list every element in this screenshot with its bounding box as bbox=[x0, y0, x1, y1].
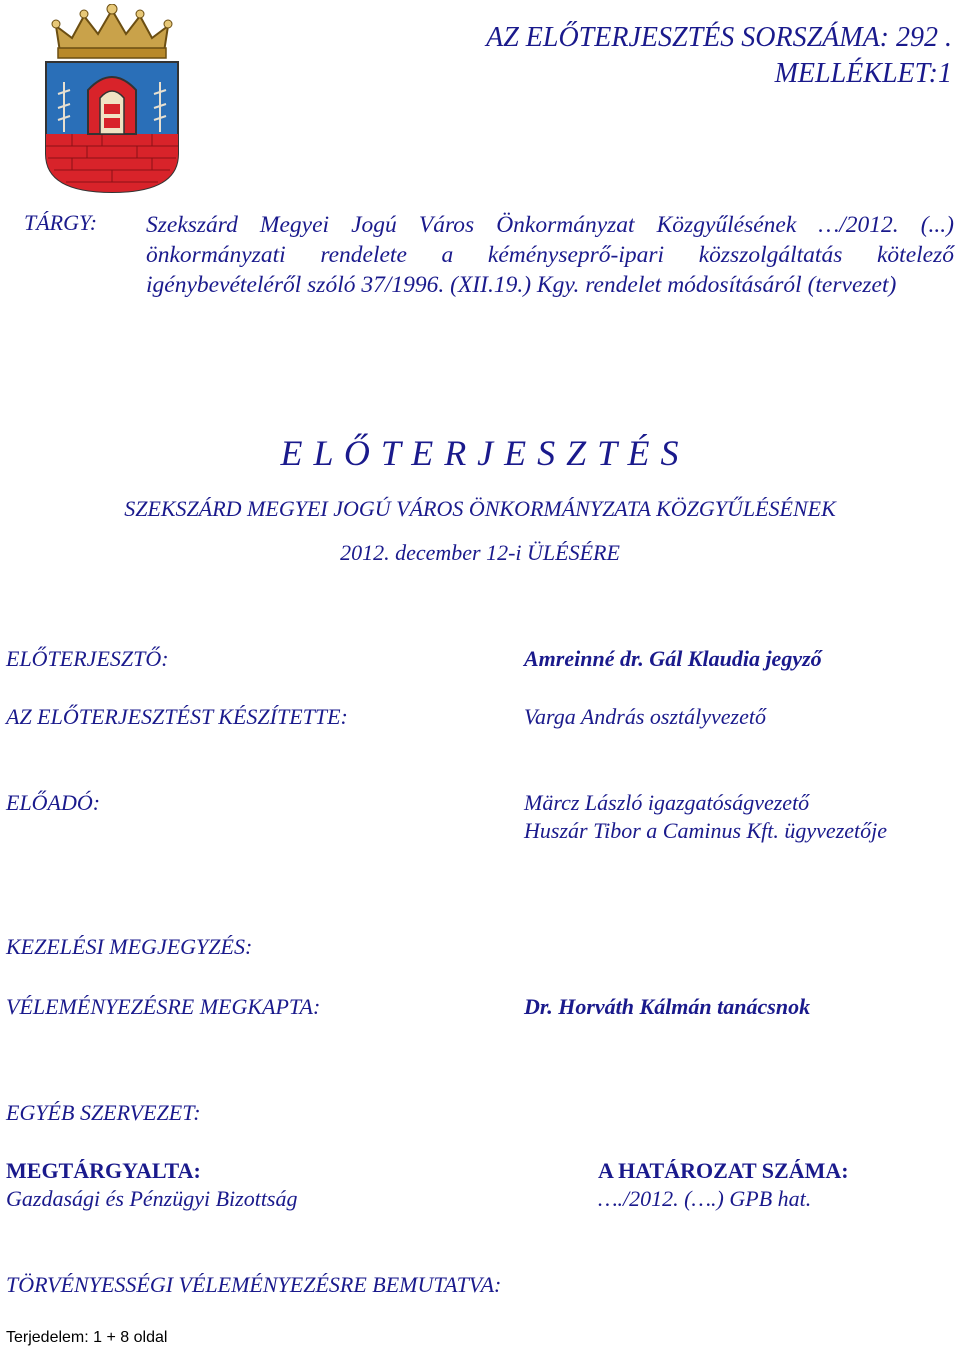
annex-number: MELLÉKLET:1 bbox=[774, 58, 952, 89]
submitter-label: ELŐTERJESZTŐ: bbox=[6, 646, 169, 671]
document-title: E L Ő T E R J E S Z T É S bbox=[280, 433, 680, 473]
review-value: Dr. Horváth Kálmán tanácsnok bbox=[524, 994, 811, 1019]
submitter-value: Amreinné dr. Gál Klaudia jegyző bbox=[524, 646, 822, 671]
subject-text: Szekszárd Megyei Jogú Város Önkormányzat Közgyűlésének …/2012. (...) önkormányzati rendelete a kéményseprő-ipari közszolgáltatás kötelező igénybevételéről szóló 37/1996. (XII.19.) Kgy. rendelet módosításáról (tervezet) bbox=[146, 212, 954, 298]
discussed-by-value: Gazdasági és Pénzügyi Bizottság bbox=[6, 1186, 298, 1211]
shield-icon bbox=[46, 62, 178, 192]
resolution-number-label: A HATÁROZAT SZÁMA: bbox=[598, 1158, 849, 1183]
presenter-value-1: Märcz László igazgatóságvezető bbox=[524, 790, 810, 815]
handling-note-label: KEZELÉSI MEGJEGYZÉS: bbox=[6, 934, 253, 959]
resolution-number-value: …./2012. (….) GPB hat. bbox=[598, 1186, 812, 1211]
crown-icon bbox=[52, 4, 172, 58]
session-date: 2012. december 12-i ÜLÉSÉRE bbox=[340, 540, 620, 565]
prepared-by-label: AZ ELŐTERJESZTÉST KÉSZÍTETTE: bbox=[6, 704, 348, 729]
review-label: VÉLEMÉNYEZÉSRE MEGKAPTA: bbox=[6, 994, 321, 1019]
assembly-name: SZEKSZÁRD MEGYEI JOGÚ VÁROS ÖNKORMÁNYZATA KÖZGYŰLÉSÉNEK bbox=[124, 496, 836, 521]
presenter-label: ELŐADÓ: bbox=[6, 790, 101, 815]
presenter-value-2: Huszár Tibor a Caminus Kft. ügyvezetője bbox=[524, 818, 888, 843]
city-coat-of-arms-icon bbox=[42, 4, 182, 194]
submission-number: AZ ELŐTERJESZTÉS SORSZÁMA: 292 . bbox=[486, 22, 952, 53]
discussed-by-label: MEGTÁRGYALTA: bbox=[6, 1158, 201, 1183]
prepared-by-value: Varga András osztályvezető bbox=[524, 704, 766, 729]
page-extent: Terjedelem: 1 + 8 oldal bbox=[6, 1329, 168, 1346]
other-organization-label: EGYÉB SZERVEZET: bbox=[6, 1100, 201, 1125]
legality-review-label: TÖRVÉNYESSÉGI VÉLEMÉNYEZÉSRE BEMUTATVA: bbox=[6, 1272, 502, 1297]
subject-label: TÁRGY: bbox=[24, 210, 98, 235]
